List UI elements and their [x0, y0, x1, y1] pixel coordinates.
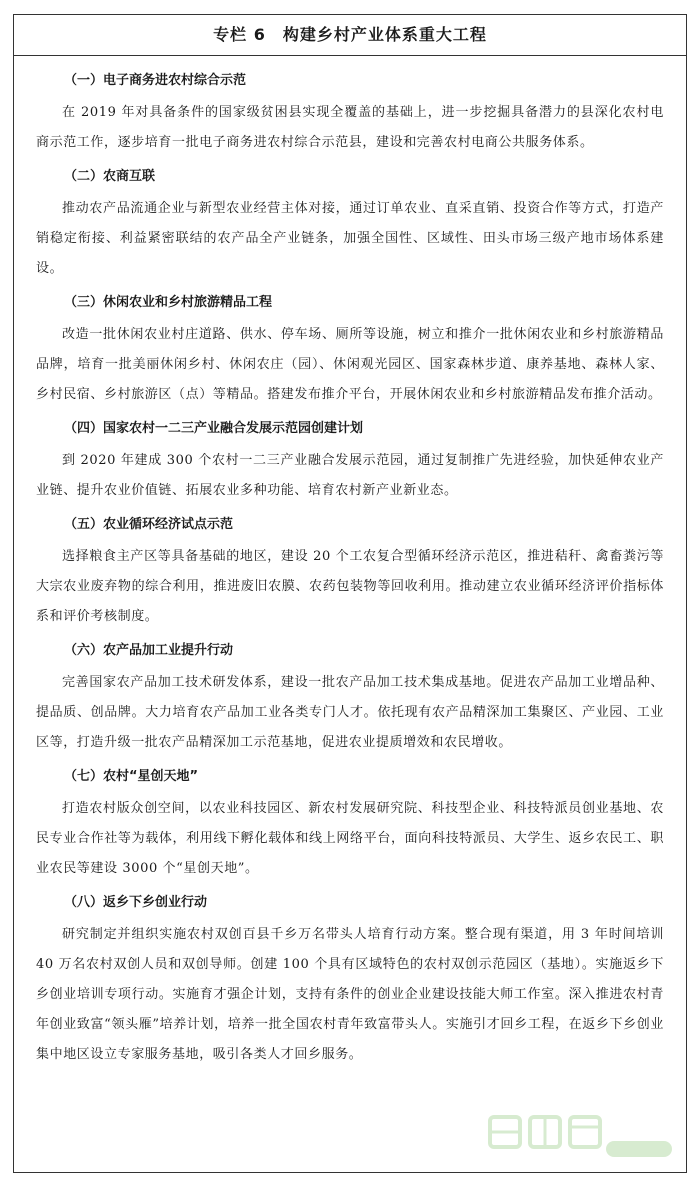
column-body: [14, 56, 686, 1070]
section-title: （二）农商互联: [64, 169, 156, 184]
section-text: 打造农村版众创空间，以农业科技园区、新农村发展研究院、科技型企业、科技特派员创业基地、农民专业合作社等为载体，利用线下孵化载体和线上网络平台，面向科技特派员、大学生、返乡农民工、职业农民等建设 3000 个“星创天地”。: [36, 801, 664, 876]
section-text: 完善国家农产品加工技术研发体系，建设一批农产品加工技术集成基地。促进农产品加工业增品种、提品质、创品牌。大力培育农产品加工业各类专门人才。依托现有农产品精深加工集聚区、产业园、工业区等，打造升级一批农产品精深加工示范基地，促进农业提质增效和农民增收。: [36, 675, 664, 750]
section-8: [36, 892, 664, 1070]
section-5: [36, 514, 664, 632]
logo-glyphs: [490, 1117, 600, 1147]
watermark-logo: [486, 1107, 676, 1165]
special-column-box: [13, 14, 687, 1173]
section-title: （五）农业循环经济试点示范: [64, 517, 234, 532]
section-title: （四）国家农村一二三产业融合发展示范园创建计划: [64, 421, 364, 436]
section-title: （三）休闲农业和乡村旅游精品工程: [64, 295, 273, 310]
section-title: （七）农村“星创天地”: [64, 769, 199, 784]
section-title: （一）电子商务进农村综合示范: [64, 73, 247, 88]
section-text: 推动农产品流通企业与新型农业经营主体对接，通过订单农业、直采直销、投资合作等方式，打造产销稳定衔接、利益紧密联结的农产品全产业链条，加强全国性、区域性、田头市场三级产地市场体系建设。: [36, 201, 664, 276]
section-title: （八）返乡下乡创业行动: [64, 895, 208, 910]
section-text: 到 2020 年建成 300 个农村一二三产业融合发展示范园，通过复制推广先进经验，加快延伸农业产业链、提升农业价值链、拓展农业多种功能、培育农村新产业新业态。: [36, 453, 664, 498]
section-text: 改造一批休闲农业村庄道路、供水、停车场、厕所等设施，树立和推介一批休闲农业和乡村旅游精品品牌，培育一批美丽休闲乡村、休闲农庄（园）、休闲观光园区、国家森林步道、康养基地、森林人家、乡村民宿、乡村旅游区（点）等精品。搭建发布推介平台，开展休闲农业和乡村旅游精品发布推介活动。: [36, 327, 664, 402]
section-title: （六）农产品加工业提升行动: [64, 643, 234, 658]
site-pill: [606, 1141, 672, 1157]
column-title: 专栏 6 构建乡村产业体系重大工程: [14, 15, 686, 56]
section-text: 研究制定并组织实施农村双创百县千乡万名带头人培育行动方案。整合现有渠道，用 3 年时间培训 40 万名农村双创人员和双创导师。创建 100 个具有区域特色的农村双创示范园区（基地）。实施返乡下乡创业培训专项行动。实施育才强企计划，支持有条件的创业企业建设技能大师工作室。深入推进农村青年创业致富“领头雁”培养计划，培养一批全国农村青年致富带头人。实施引才回乡工程，在返乡下乡创业集中地区设立专家服务基地，吸引各类人才回乡服务。: [36, 927, 664, 1062]
section-7: [36, 766, 664, 884]
section-1: [36, 70, 664, 158]
section-text: 在 2019 年对具备条件的国家级贫困县实现全覆盖的基础上，进一步挖掘具备潜力的县深化农村电商示范工作，逐步培育一批电子商务进农村综合示范县，建设和完善农村电商公共服务体系。: [36, 105, 664, 150]
section-text: 选择粮食主产区等具备基础的地区，建设 20 个工农复合型循环经济示范区，推进秸秆、禽畜粪污等大宗农业废弃物的综合利用，推进废旧农膜、农药包装物等回收利用。推动建立农业循环经济评价指标体系和评价考核制度。: [36, 549, 664, 624]
section-3: [36, 292, 664, 410]
section-6: [36, 640, 664, 758]
section-2: [36, 166, 664, 284]
section-4: [36, 418, 664, 506]
